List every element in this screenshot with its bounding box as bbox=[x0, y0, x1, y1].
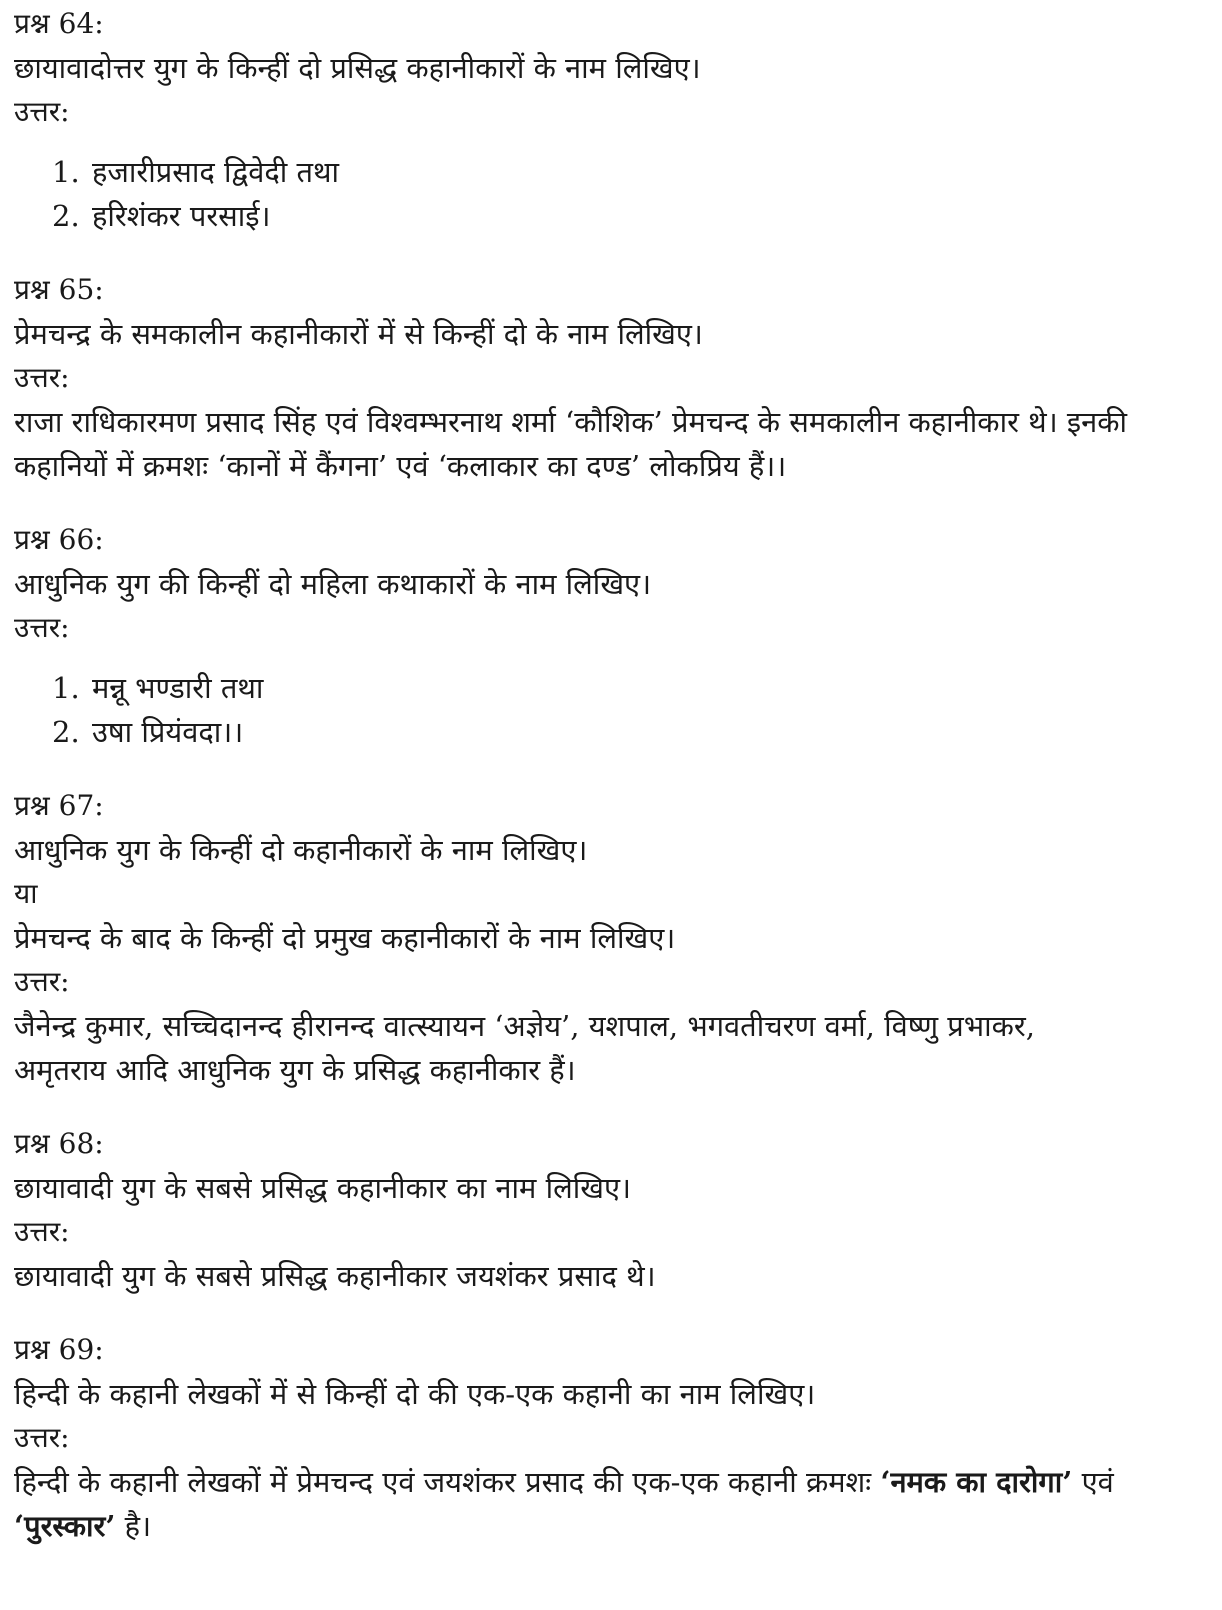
question-block-64 bbox=[14, 2, 1219, 238]
list-item-number: 2. bbox=[52, 199, 80, 233]
question-number: प्रश्न 67: bbox=[14, 789, 104, 822]
story-title-bold: ‘नमक का दारोगा’ bbox=[880, 1465, 1073, 1499]
question-text: प्रेमचन्द्र के समकालीन कहानीकारों में से किन्हीं दो के नाम लिखिए। bbox=[14, 317, 703, 351]
list-item bbox=[52, 666, 1219, 710]
answer-label: उत्तर: bbox=[14, 1215, 70, 1248]
answer-list bbox=[14, 666, 1219, 754]
list-item-number: 2. bbox=[52, 715, 80, 749]
answer-label: उत्तर: bbox=[14, 361, 70, 394]
answer-text-line bbox=[14, 1460, 1219, 1504]
question-block-65 bbox=[14, 268, 1219, 488]
answer-list bbox=[14, 150, 1219, 238]
answer-text-segment: हिन्दी के कहानी लेखकों में प्रेमचन्द एवं जयशंकर प्रसाद की एक-एक कहानी क्रमशः bbox=[14, 1465, 881, 1499]
answer-text-line: छायावादी युग के सबसे प्रसिद्ध कहानीकार जयशंकर प्रसाद थे। bbox=[14, 1259, 656, 1293]
question-number: प्रश्न 65: bbox=[14, 273, 104, 306]
or-label: या bbox=[14, 877, 38, 910]
answer-text-line: कहानियों में क्रमशः ‘कानों में कैंगना’ एवं ‘कलाकार का दण्ड’ लोकप्रिय हैं।। bbox=[14, 449, 787, 483]
list-item-text: हरिशंकर परसाई। bbox=[92, 199, 271, 233]
list-item-number: 1. bbox=[52, 155, 80, 189]
list-item-text: हजारीप्रसाद द्विवेदी तथा bbox=[92, 155, 340, 189]
answer-text-line: जैनेन्द्र कुमार, सच्चिदानन्द हीरानन्द वात्स्यायन ‘अज्ञेय’, यशपाल, भगवतीचरण वर्मा, विष्णु प्रभाकर, bbox=[14, 1009, 1035, 1043]
question-text: आधुनिक युग के किन्हीं दो कहानीकारों के नाम लिखिए। bbox=[14, 833, 588, 867]
list-item bbox=[52, 710, 1219, 754]
answer-label: उत्तर: bbox=[14, 965, 70, 998]
question-block-66 bbox=[14, 518, 1219, 754]
list-item-text: मन्नू भण्डारी तथा bbox=[92, 671, 264, 705]
question-text: आधुनिक युग की किन्हीं दो महिला कथाकारों के नाम लिखिए। bbox=[14, 567, 652, 601]
question-text: छायावादी युग के सबसे प्रसिद्ध कहानीकार का नाम लिखिए। bbox=[14, 1171, 632, 1205]
story-title-bold: ‘पुरस्कार’ bbox=[14, 1509, 116, 1543]
document-page bbox=[14, 2, 1219, 1570]
question-block-67 bbox=[14, 784, 1219, 1092]
answer-text-segment: एवं bbox=[1072, 1465, 1114, 1499]
answer-label: उत्तर: bbox=[14, 611, 70, 644]
question-text: छायावादोत्तर युग के किन्हीं दो प्रसिद्ध कहानीकारों के नाम लिखिए। bbox=[14, 51, 701, 85]
question-number: प्रश्न 69: bbox=[14, 1333, 104, 1366]
answer-text-line: अमृतराय आदि आधुनिक युग के प्रसिद्ध कहानीकार हैं। bbox=[14, 1053, 576, 1087]
answer-text-segment: है। bbox=[115, 1509, 152, 1543]
question-number: प्रश्न 68: bbox=[14, 1127, 104, 1160]
answer-label: उत्तर: bbox=[14, 1421, 70, 1454]
list-item bbox=[52, 150, 1219, 194]
answer-text-line: राजा राधिकारमण प्रसाद सिंह एवं विश्वम्भरनाथ शर्मा ‘कौशिक’ प्रेमचन्द के समकालीन कहानीकार थे। इनकी bbox=[14, 405, 1128, 439]
question-text-alternate: प्रेमचन्द के बाद के किन्हीं दो प्रमुख कहानीकारों के नाम लिखिए। bbox=[14, 921, 676, 955]
answer-label: उत्तर: bbox=[14, 95, 70, 128]
question-text: हिन्दी के कहानी लेखकों में से किन्हीं दो की एक-एक कहानी का नाम लिखिए। bbox=[14, 1377, 816, 1411]
question-block-69 bbox=[14, 1328, 1219, 1548]
question-block-68 bbox=[14, 1122, 1219, 1298]
list-item bbox=[52, 194, 1219, 238]
answer-text-line bbox=[14, 1504, 1219, 1548]
question-number: प्रश्न 66: bbox=[14, 523, 104, 556]
list-item-text: उषा प्रियंवदा।। bbox=[92, 715, 244, 749]
question-number: प्रश्न 64: bbox=[14, 7, 104, 40]
list-item-number: 1. bbox=[52, 671, 80, 705]
